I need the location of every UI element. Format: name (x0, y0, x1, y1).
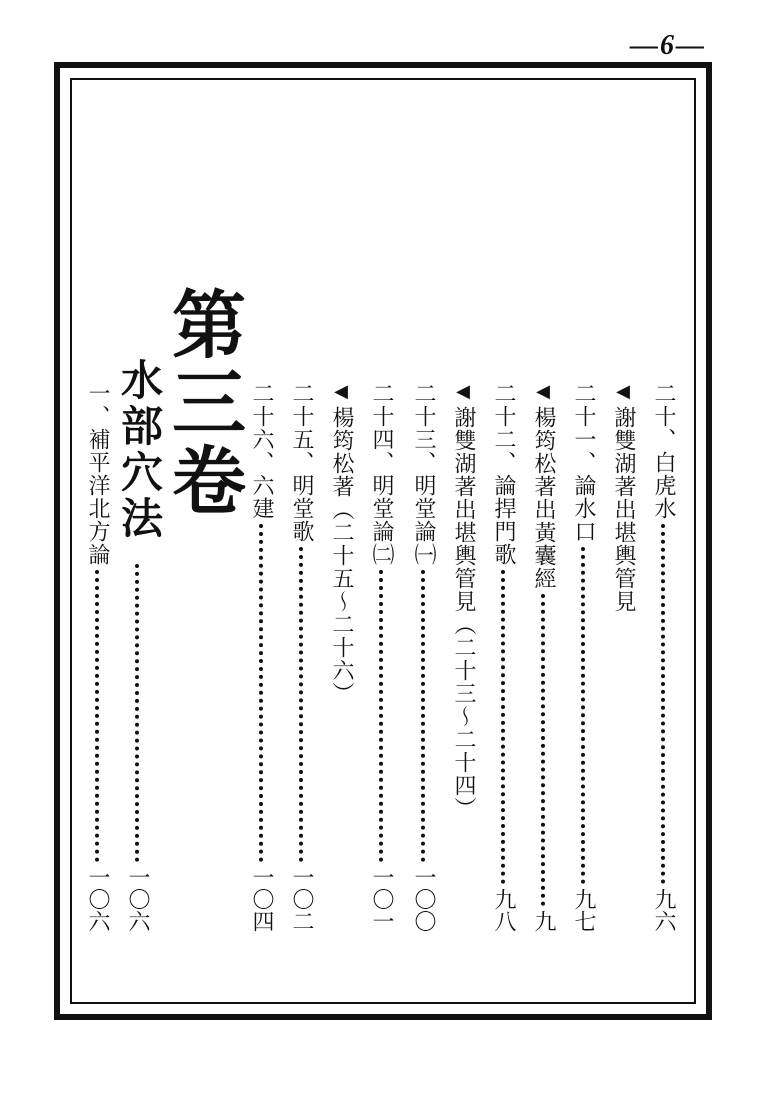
toc-entry-title: 一、補平洋北方論 (85, 382, 110, 566)
toc-source-note (612, 382, 634, 662)
toc-leader-dots (581, 547, 585, 884)
toc-leader-dots (661, 524, 665, 884)
volume-heading: 第三卷 (160, 286, 246, 520)
toc-entry-page: 九七 (571, 888, 596, 932)
toc-entry-page: 一〇〇 (411, 866, 436, 932)
toc-leader-dots (95, 570, 99, 862)
page-number: —6— (630, 30, 706, 61)
toc-entry-title: 二十三、明堂論㈠ (411, 382, 436, 566)
toc-source-title: 謝雙湖著出堪輿管見 (611, 406, 636, 613)
toc-source-note[interactable] (532, 382, 554, 932)
toc-source-note (452, 382, 474, 932)
toc-entry-title: 二十二、論捍門歌 (491, 382, 516, 566)
toc-leader-dots (135, 564, 139, 862)
toc-entry-page: 九 (531, 910, 556, 932)
toc-entry-title: 二十五、明堂歌 (289, 382, 314, 543)
toc-leader-dots (299, 547, 303, 862)
triangle-marker-icon: ◀ (536, 381, 550, 402)
toc-entry[interactable] (290, 382, 312, 932)
toc-source-note (330, 382, 352, 932)
toc-source-title: 謝雙湖著出堪輿管見（二十三〜二十四） (451, 406, 476, 820)
toc-entry-title: 二十一、論水口 (571, 382, 596, 543)
toc-leader-dots (421, 570, 425, 862)
section-heading: 水部穴法 (115, 358, 164, 542)
toc-leader-dots (501, 570, 505, 884)
toc-entry[interactable] (370, 382, 392, 932)
toc-entry[interactable] (572, 382, 594, 932)
toc-entry[interactable] (492, 382, 514, 932)
toc-entry-page: 一〇四 (249, 866, 274, 932)
triangle-marker-icon: ◀ (456, 381, 470, 402)
toc-entry-title: 二十、白虎水 (651, 382, 676, 520)
toc-entry-title: 二十四、明堂論㈡ (369, 382, 394, 566)
toc-entry[interactable] (412, 382, 434, 932)
toc-source-title: 楊筠松著（二十五〜二十六） (329, 406, 354, 705)
toc-entry[interactable] (652, 382, 674, 932)
toc-entry-page: 一〇二 (289, 866, 314, 932)
triangle-marker-icon: ◀ (334, 381, 348, 402)
toc-entry-page: 九六 (651, 888, 676, 932)
toc-leader-dots (259, 524, 263, 862)
toc-entry-page: 一〇六 (85, 866, 110, 932)
toc-entry[interactable] (86, 382, 108, 932)
toc-entry-title: 二十六、六建 (249, 382, 274, 520)
toc-entry-page: 一〇一 (369, 866, 394, 932)
triangle-marker-icon: ◀ (616, 381, 630, 402)
toc-entry-page: 九八 (491, 888, 516, 932)
section-leader[interactable] (126, 560, 148, 932)
toc-entry-page: 一〇六 (125, 866, 150, 932)
toc-leader-dots (541, 594, 545, 906)
toc-leader-dots (379, 570, 383, 862)
toc-source-title: 楊筠松著出黃囊經 (531, 406, 556, 590)
toc-entry[interactable] (250, 382, 272, 932)
